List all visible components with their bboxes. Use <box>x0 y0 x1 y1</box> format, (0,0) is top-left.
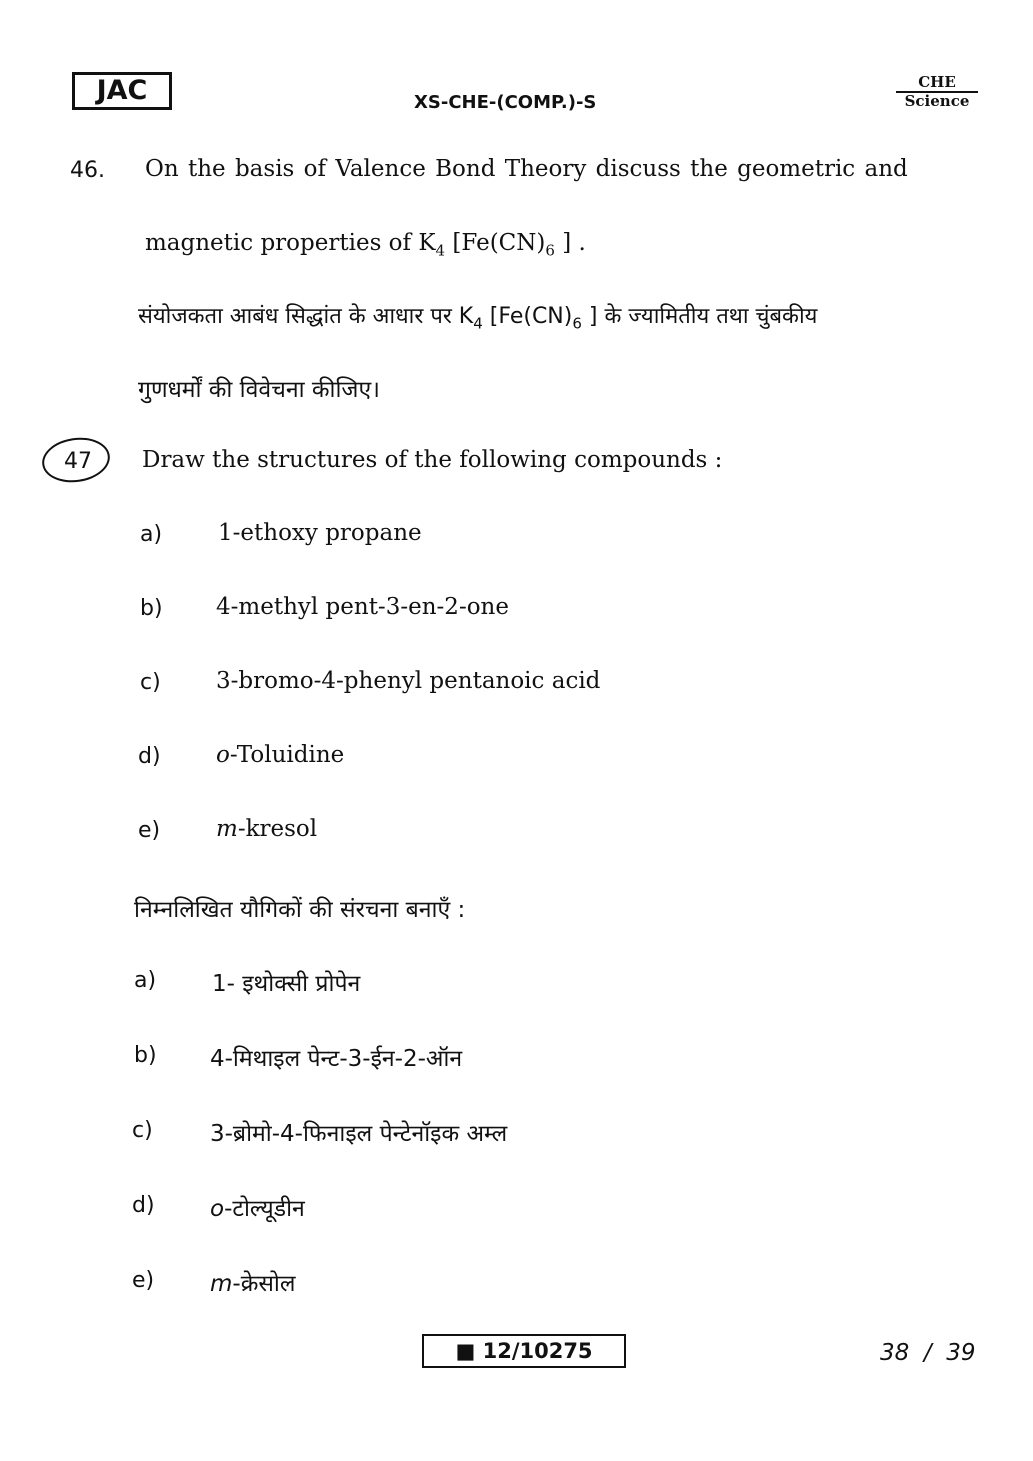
q47-hi-item-c: 3-ब्रोमो-4-फिनाइल पेन्टेनॉइक अम्ल <box>210 1121 508 1147</box>
q47-en-item-a-label: a) <box>140 522 163 547</box>
q47-hi-item-a-label: a) <box>134 968 157 993</box>
q47-hi-item-e-label: e) <box>132 1268 155 1293</box>
q46-english-line-2 <box>145 230 586 260</box>
q47-en-item-e <box>216 816 317 842</box>
q47-hi-item-e-prefix: m <box>210 1271 233 1297</box>
q47-en-item-d-prefix: o <box>216 742 230 768</box>
q46-hi-sub-1: 4 <box>473 314 483 333</box>
q46-en-text-a: magnetic properties of K <box>145 230 436 256</box>
question-number-46: 46. <box>70 158 105 183</box>
q47-en-item-b: 4-methyl pent-3-en-2-one <box>216 594 509 620</box>
q47-en-item-c: 3-bromo-4-phenyl pentanoic acid <box>216 668 601 694</box>
paper-code: XS-CHE-(COMP.)-S <box>414 92 597 113</box>
q47-en-item-e-label: e) <box>138 818 161 843</box>
q46-hi-text-a: संयोजकता आबंध सिद्धांत के आधार पर K <box>138 304 474 329</box>
q47-hindi-prompt: निम्नलिखित यौगिकों की संरचना बनाएँ : <box>134 897 466 923</box>
q47-english-prompt: Draw the structures of the following compounds : <box>142 447 723 473</box>
q47-en-item-d-label: d) <box>138 744 161 769</box>
q47-en-item-e-prefix: m <box>216 816 238 842</box>
q47-hi-item-d-prefix: o <box>210 1196 225 1222</box>
q47-en-item-e-text: -kresol <box>237 816 318 842</box>
q47-en-item-c-label: c) <box>140 670 161 695</box>
q47-en-item-d-text: -Toluidine <box>229 742 345 768</box>
q47-hi-item-e <box>210 1266 295 1298</box>
serial-number-box: ■ 12/10275 <box>422 1334 626 1368</box>
question-number-47: 47 <box>64 449 92 474</box>
subject-label <box>896 74 978 110</box>
board-name: JAC <box>96 75 148 106</box>
q47-hi-item-a: 1- इथोक्सी प्रोपेन <box>212 971 361 997</box>
subject-top: CHE <box>896 74 978 93</box>
q46-en-text-c: ] . <box>554 230 586 256</box>
q47-hi-item-d-text: -टोल्यूडीन <box>224 1196 305 1222</box>
q47-hi-item-d <box>210 1191 305 1223</box>
subject-bottom: Science <box>904 92 970 110</box>
q47-en-item-a: 1-ethoxy propane <box>218 520 422 546</box>
q46-hindi-line-2: गुणधर्मों की विवेचना कीजिए। <box>138 377 380 403</box>
q47-en-item-b-label: b) <box>140 596 163 621</box>
q47-hi-item-b: 4-मिथाइल पेन्ट-3-ईन-2-ऑन <box>210 1046 463 1072</box>
q46-en-sub-1: 4 <box>435 241 446 260</box>
q46-en-sub-2: 6 <box>545 241 555 260</box>
q46-hi-sub-2: 6 <box>572 314 582 333</box>
q47-hi-item-d-label: d) <box>132 1193 155 1218</box>
q46-hi-text-b: [Fe(CN) <box>482 304 573 329</box>
q46-hi-text-c: ] के ज्यामितीय तथा चुंबकीय <box>581 304 818 329</box>
q47-en-item-d <box>216 742 344 768</box>
q46-en-text-b: [Fe(CN) <box>445 230 546 256</box>
q47-hi-item-b-label: b) <box>134 1043 157 1068</box>
board-logo-box <box>72 72 172 110</box>
q46-hindi-line-1 <box>138 300 817 332</box>
page-number: 38 / 39 <box>880 1340 976 1366</box>
q46-english-line-1: On the basis of Valence Bond Theory discuss the geometric and <box>145 156 908 182</box>
q47-hi-item-e-text: -क्रेसोल <box>232 1271 296 1297</box>
q47-hi-item-c-label: c) <box>132 1118 153 1143</box>
